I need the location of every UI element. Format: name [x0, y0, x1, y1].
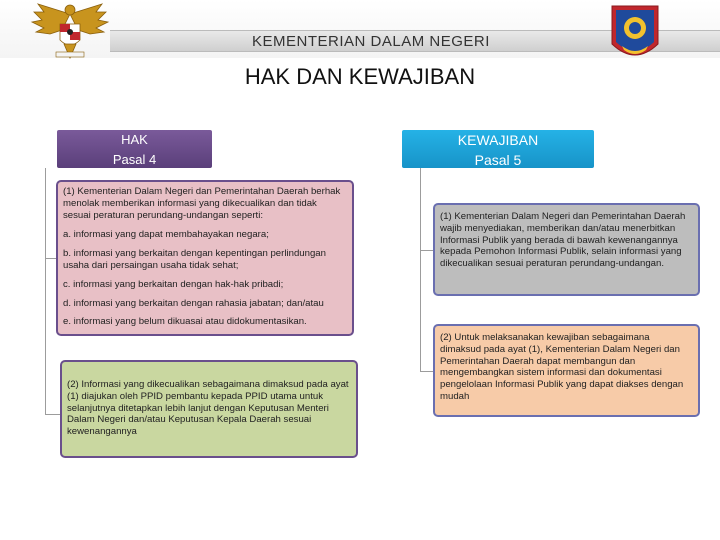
hak-heading: HAK [121, 132, 148, 147]
hak-box-ayat-2 [60, 360, 358, 458]
kewajiban-subheading: Pasal 5 [474, 152, 522, 168]
hak-item-d: d. informasi yang berkaitan dengan rahasia jabatan; dan/atau [63, 297, 324, 309]
hak-subheading: Pasal 4 [112, 152, 157, 167]
hak-item-c: c. informasi yang berkaitan dengan hak-hak pribadi; [63, 278, 284, 290]
hak-item-a: a. informasi yang dapat membahayakan negara; [63, 229, 269, 241]
kewajiban-connector-tick-1 [420, 250, 433, 251]
kewajiban-header [402, 130, 594, 168]
kewajiban-ayat-1-text: (1) Kementerian Dalam Negeri dan Pemerintahan Daerah wajib menyediakan, memberikan dan/atau menerbitkan Informasi Publik yang berada di bawah kewenangannya kepada Pemohon Informasi Publik, selain informasi yang dikecualikan sesuai peraturan perundang-undangan. [440, 211, 686, 270]
hak-ayat-1-intro: (1) Kementerian Dalam Negeri dan Pemerintahan Daerah berhak menolak memberikan informasi yang dikecualikan dan tidak sesuai peraturan perundang-undangan seperti: [63, 186, 341, 221]
kewajiban-box-ayat-2 [433, 324, 700, 417]
hak-header [57, 130, 212, 168]
hak-connector-tick-1 [45, 258, 56, 259]
kewajiban-connector-tick-2 [420, 371, 433, 372]
ministry-seal-icon [610, 4, 660, 64]
kewajiban-box-ayat-1 [433, 203, 700, 296]
page-title: HAK DAN KEWAJIBAN [244, 64, 476, 89]
hak-connector-tick-2 [45, 414, 60, 415]
kewajiban-heading: KEWAJIBAN [457, 132, 539, 148]
hak-item-e: e. informasi yang belum dikuasai atau didokumentasikan. [63, 316, 307, 328]
hak-ayat-2-text: (2) Informasi yang dikecualikan sebagaimana dimaksud pada ayat (1) diajukan oleh PPID pembantu kepada PPID utama untuk selanjutnya ditetapkan lebih lanjut dengan Keputusan Menteri Dalam Negeri dan/atau Keputusan Kepala Daerah sesuai kewenangannya [67, 379, 349, 438]
hak-item-b: b. informasi yang berkaitan dengan kepentingan perlindungan usaha dari persaingan usaha tidak sehat; [63, 248, 326, 271]
ministry-name: KEMENTERIAN DALAM NEGERI [252, 33, 490, 50]
kewajiban-ayat-2-text: (2) Untuk melaksanakan kewajiban sebagaimana dimaksud pada ayat (1), Kementerian Dalam Negeri dan Pemerintahan Daerah dapat membangun dan mengembangkan sistem informasi dan dokumentasi pengelolaan Informasi Publik yang dapat diakses dengan mudah [440, 332, 684, 402]
garuda-emblem-icon [30, 0, 110, 62]
hak-connector-line [45, 168, 46, 414]
kewajiban-connector-line [420, 168, 421, 372]
hak-box-ayat-1 [56, 180, 354, 336]
